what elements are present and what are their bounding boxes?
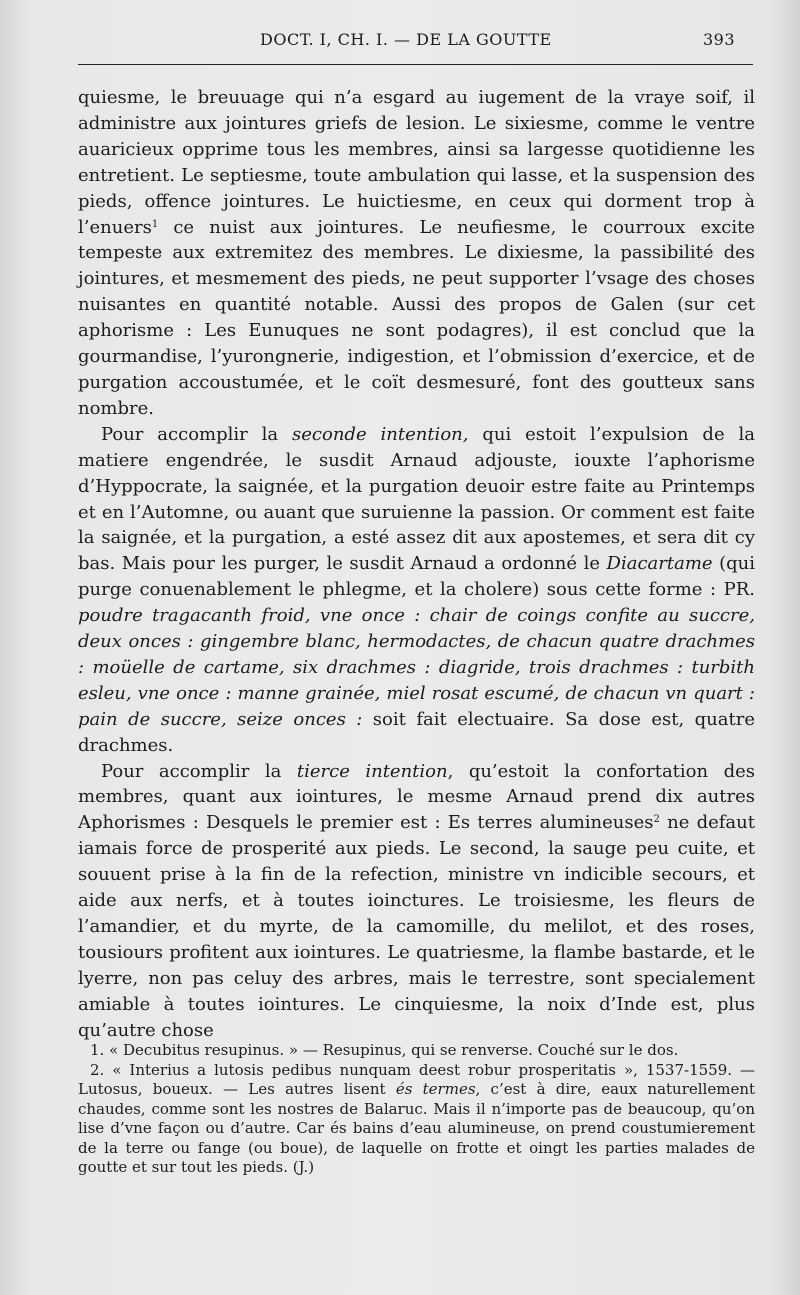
footnote-2: 2. « Interius a lutosis pedibus nunquam deest robur prosperitatis », 1537-1559. — Lutosus, boueux. — Les autres lisent és termes, c’est à dire, eaux naturellement chaudes, comme sont les nostres de Balaruc. Mais il n’importe pas de beaucoup, qu’on lise d’vne façon ou d’autre. Car és bains d’eau alumineuse, on prend coustumierement de la terre ou fange (ou boue), de laquelle on frotte et oingt les parties malades de goutte et sur tout les pieds. (J.)	[78, 1060, 756, 1176]
footnote-ref-1: 1	[151, 218, 159, 230]
page-number: 393	[702, 30, 735, 49]
main-text	[78, 85, 755, 1044]
paragraph-2: Pour accomplir la seconde intention, qui estoit l’expulsion de la matiere engendrée, le susdit Arnaud adjouste, iouxte l’aphorisme d’Hyppocrate, la saignée, et la purgation deuoir estre faite au Printemps et en l’Automne, ou auant que suruienne la passion. Or comment est faite la saignée, et la purgation, a esté assez dit aux apostemes, et sera dit cy bas. Mais pour les purger, le susdit Arnaud a ordonné le Diacartame (qui purge conuenablement le phlegme, et la cholere) sous cette forme : PR. poudre tragacanth froid, vne once : chair de coings confite au succre, deux onces : gingembre blanc, hermodactes, de chacun quatre drachmes : moüelle de cartame, six drachmes : diagride, trois drachmes : turbith esleu, vne once : manne grainée, miel rosat escumé, de chacun vn quart : pain de succre, seize onces : soit fait electuaire. Sa dose est, quatre drachmes.	[78, 423, 755, 756]
header-rule	[78, 64, 753, 65]
running-title: DOCT. I, CH. I. — DE LA GOUTTE	[260, 30, 552, 49]
footnote-ref-2: 2	[653, 814, 660, 826]
footnotes	[78, 1041, 755, 1178]
running-header	[78, 30, 753, 56]
footnote-1: 1. « Decubitus resupinus. » — Resupinus, qui se renverse. Couché sur le dos.	[90, 1041, 679, 1059]
paragraph-1: quiesme, le breuuage qui n’a esgard au iugement de la vraye soif, il administre aux jointures griefs de lesion. Le sixiesme, comme le ventre auaricieux opprime tous les membres, ainsi sa largesse quotidienne les entretient. Le septiesme, toute ambulation qui lasse, et la suspension des pieds, offence jointures. Le huictiesme, en ceux qui dorment trop à l’enuers$^1$ ce nuist aux jointures. Le neufiesme, le courroux excite tempeste aux extremitez des membres. Le dixiesme, la passibilité des jointures, et mesmement des pieds, ne peut supporter l’vsage des choses nuisantes en quantité notable. Aussi des propos de Galen (sur cet aphorisme : Les Eunuques ne sont podagres), il est conclud que la gourmandise, l’yurongnerie, indigestion, et l’obmission d’exercice, et de purgation accoustumée, et le coït desmesuré, font des goutteux sans nombre.	[78, 87, 755, 419]
paragraph-3: Pour accomplir la tierce intention, qu’estoit la confortation des membres, quant aux iointures, le mesme Arnaud prend dix autres Aphorismes : Desquels le premier est : Es terres alumineuses$^2$ ne defaut iamais force de prosperité aux pieds. Le second, la sauge peu cuite, et souuent prise à la fin de la refection, ministre vn indicible secours, et aide aux nerfs, et à toutes ioinctures. Le troisiesme, les fleurs de l’amandier, et du myrte, de la camomille, du melilot, et des roses, tousiours profitent aux iointures. Le quatriesme, la flambe bastarde, et le lyerre, non pas celuy des arbres, mais le terrestre, sont specialement amiable à toutes iointures. Le cinquiesme, la noix d’Inde est, plus qu’autre chose	[78, 760, 756, 1041]
